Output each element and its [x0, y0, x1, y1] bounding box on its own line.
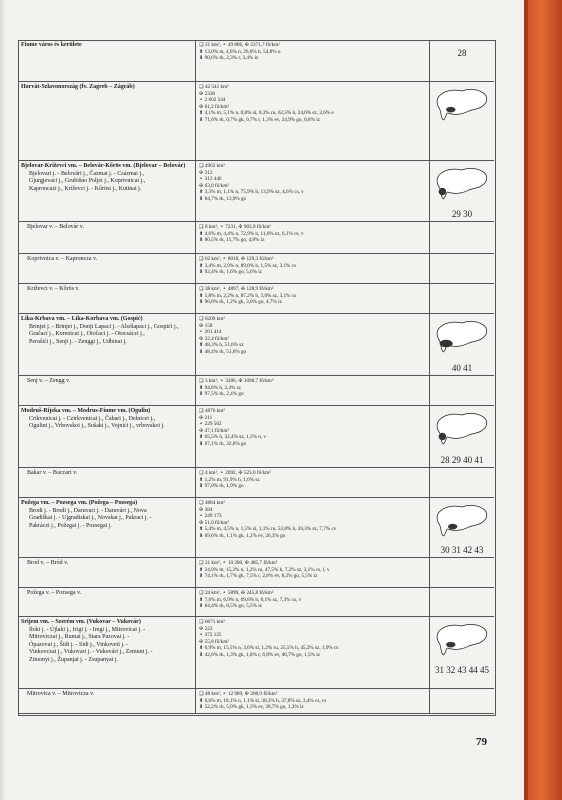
statistic-line: ⬇ 90,6% rk, 2,3% r, 3,4% iz	[199, 55, 259, 62]
statistics-cell	[196, 222, 430, 253]
map-reference-cell	[430, 689, 494, 713]
statistic-line: ✣ 32,4 fő/km²	[199, 335, 229, 342]
district-list-line: Ópazovai j., Šidi j. - Sidi j., Vinkoveti j. -	[29, 641, 129, 648]
statistics-cell	[196, 468, 430, 497]
map-reference-cell	[430, 314, 494, 375]
highlighted-region	[439, 433, 446, 440]
statistic-line: ⬆ 3,3% m, 1,1% n, 75,9% h, 13,9% sz, 4,6% cs, v	[199, 189, 304, 196]
statistic-line: ❑ 42 541 km²	[199, 84, 229, 90]
region-name-cell	[18, 284, 196, 313]
hungary-outline	[437, 505, 487, 536]
table-row	[18, 406, 494, 468]
statistic-line: ⚬ 229 562	[199, 421, 222, 428]
region-name-cell	[18, 588, 196, 616]
page-gutter-shadow	[0, 0, 6, 800]
table-row	[18, 617, 494, 689]
statistic-line: ⬆ 1,8% m, 2,2% n, 87,2% h, 3,0% sz, 3,1% cs	[199, 292, 296, 299]
region-name-cell	[18, 558, 196, 587]
map-page-references: 28	[457, 48, 467, 58]
statistic-line: ⬆ 6,9% m, 15,5% n, 3,6% sl, 1,2% ru, 25,5% h, 45,2% sz, 1,9% cs	[199, 645, 339, 652]
statistic-line: ❑ 24 km², ⚬ 5899, ✣ 245,8 fő/km²	[199, 590, 274, 596]
locator-map-icon	[434, 409, 490, 449]
highlighted-region	[446, 642, 455, 648]
hungary-outline	[437, 89, 487, 120]
statistics-cell	[196, 406, 430, 467]
statistic-line: ✣ 51,0 fő/km²	[199, 519, 229, 526]
statistic-line: ⬆ 94,8% h, 2,4% sz	[199, 384, 241, 391]
statistics-cell	[196, 161, 430, 221]
map-reference-cell	[430, 588, 494, 616]
statistic-line: ❑ 4884 km²	[199, 500, 225, 506]
region-name-cell	[18, 689, 196, 713]
table-row	[18, 314, 494, 376]
highlighted-region	[440, 340, 453, 347]
region-title: Bjelovar-Križevci vm. – Belovár-Kőrös vm. (Bjelovar – Belovár)	[21, 163, 186, 169]
map-reference-cell	[430, 40, 494, 81]
statistics-cell	[196, 82, 430, 160]
statistic-line: ⬇ 67,1% rk, 32,6% go	[199, 440, 247, 447]
statistic-line: ❑ 8 km², ⚬ 7231, ✣ 903,9 fő/km²	[199, 224, 271, 230]
statistic-line: ⬇ 71,6% rk, 0,7% gk, 0,7% r, 1,3% ev, 24,9% go, 0,8% iz	[199, 116, 320, 123]
statistics-cell	[196, 376, 430, 405]
statistic-line: ⬇ 84,4% rk, 8,5% go, 5,5% iz	[199, 603, 262, 610]
region-title: Senj v. – Zengg v.	[27, 378, 71, 384]
region-name-cell	[18, 82, 196, 160]
statistic-line: ❑ 38 km², ⚬ 4897, ✣ 128,9 fő/km²	[199, 286, 274, 292]
region-title: Bakar v. – Buccari v.	[27, 470, 78, 476]
district-list-line: Brodi j. - Brodi j., Daruvari j. - Daruvári j., Nova	[29, 507, 147, 514]
region-name-cell	[18, 617, 196, 688]
highlighted-region	[439, 188, 446, 195]
statistics-cell	[196, 254, 430, 283]
statistic-line: ❑ 4962 km²	[199, 163, 225, 169]
statistic-line: ✣ 312	[199, 169, 213, 176]
statistics-cell	[196, 314, 430, 375]
statistic-line: ⬆ 3,4% m, 2,9% n, 89,0% h, 1,5% sz, 3,1% cs	[199, 262, 296, 269]
region-title: Lika-Krbava vm. – Lika-Korbava vm. (Gospić)	[21, 316, 143, 322]
statistic-line: ⬆ 65,5% h, 32,4% sz, 1,3% n, v	[199, 434, 267, 441]
statistic-line: ✣ 223	[199, 625, 213, 632]
table-row	[18, 40, 494, 82]
locator-map-icon	[434, 501, 490, 541]
region-title: Mitrovica v. – Mitrovicza v.	[27, 691, 95, 697]
statistic-line: ⬇ 92,4% rk, 1,6% go, 5,6% iz	[199, 269, 262, 276]
statistic-line: ⬆ 4,6% m, 4,4% n, 72,9% h, 11,6% sz, 6,1% cs, v	[199, 230, 304, 237]
table-row	[18, 376, 494, 406]
statistic-line: ❑ 21 km², ⚬ 10 200, ✣ 485,7 fő/km²	[199, 560, 278, 566]
statistic-line: ❑ 21 km², ⚬ 49 806, ✣ 2371,7 fő/km²	[199, 42, 280, 48]
map-reference-cell	[430, 498, 494, 557]
region-title: Požega vm. – Pozsega vm. (Požega – Pozsega)	[21, 500, 138, 506]
statistic-line: ⬇ 90,8% rk, 1,2% gk, 3,0% go, 4,7% iz	[199, 299, 282, 306]
map-reference-cell	[430, 284, 494, 313]
locator-map-icon	[434, 85, 490, 125]
district-list-line: Kaproncazi j., Križevci j. - Kőrösi j., Kutinai j.	[29, 185, 142, 192]
map-page-references: 28 29 40 41	[440, 455, 484, 465]
district-list-line: Brinjei j. - Brinjei j., Donji Lapaci j. - Alsólapaci j., Gospići j.,	[29, 323, 179, 330]
statistics-cell	[196, 588, 430, 616]
statistics-cell	[196, 558, 430, 587]
table-row	[18, 82, 494, 161]
statistic-line: ✣ 63,0 fő/km²	[199, 182, 229, 189]
region-title: Brod v. – Bród v.	[27, 560, 69, 566]
region-name-cell	[18, 468, 196, 497]
district-list-line: Iloki j. - Újlaki j., Irigi j. - Iregi j., Mitrovicai j. -	[29, 626, 146, 633]
statistic-line: ✣ 2338	[199, 90, 216, 97]
district-list-line: Gjurgjevaci j., Grubišno Poljei j., Koprivnicai j.,	[29, 178, 146, 185]
region-name-cell	[18, 222, 196, 253]
region-title: Horvát-Szlavonország (fv. Zagreb – Zágráb)	[21, 84, 135, 90]
map-page-references: 40 41	[451, 363, 473, 373]
statistics-cell	[196, 617, 430, 688]
statistic-line: ⬇ 52,2% rk, 5,0% gk, 1,3% ev, 38,7% go, 1,3% iz	[199, 704, 304, 711]
statistic-line: ✣ 61,2 fő/km²	[199, 103, 229, 110]
district-list-line: Vinkovczai j., Vukovari j. - Vukovári j., Zemuni j. -	[29, 649, 153, 656]
map-page-references: 30 31 42 43	[440, 545, 484, 555]
region-name-cell	[18, 406, 196, 467]
map-reference-cell	[430, 254, 494, 283]
table-row	[18, 222, 494, 254]
statistics-cell	[196, 284, 430, 313]
hungary-outline	[437, 624, 487, 655]
statistic-line: ⬇ 42,6% rk, 1,3% gk, 1,8% r, 6,8% ev, 46,7% go, 1,5% iz	[199, 651, 320, 658]
table-row	[18, 284, 494, 314]
map-reference-cell	[430, 376, 494, 405]
map-page-references: 31 32 43 44 45	[435, 665, 489, 675]
locator-map-icon	[434, 317, 490, 357]
map-page-references: 29 30	[451, 209, 473, 219]
statistic-line: ✣ 158	[199, 322, 213, 329]
statistic-line: ⬆ 48,3% h, 51,6% sz	[199, 342, 244, 349]
region-title: Bjelovar v. – Belovár v.	[27, 224, 84, 230]
map-reference-cell	[430, 82, 494, 160]
statistic-line: ❑ 6209 km²	[199, 316, 225, 322]
table-row	[18, 468, 494, 498]
region-name-cell	[18, 314, 196, 375]
statistic-line: ❑ 4 km², ⚬ 2092, ✣ 523,0 fő/km²	[199, 470, 271, 476]
highlighted-region	[448, 524, 457, 530]
district-list-line: Mitroviczai j., Rumai j., Stara Pazovai j. -	[29, 634, 130, 641]
locator-map-icon	[434, 164, 490, 204]
page-number: 79	[476, 736, 487, 748]
region-name-cell	[18, 40, 196, 81]
statistic-line: ❑ 48 km², ⚬ 12 909, ✣ 268,9 fő/km²	[199, 691, 278, 697]
statistic-line: ❑ 62 km², ⚬ 8018, ✣ 129,3 fő/km²	[199, 256, 274, 262]
statistic-line: ⚬ 201 414	[199, 329, 222, 336]
map-reference-cell	[430, 558, 494, 587]
statistic-line: ⬇ 74,1% rk, 1,7% gk, 7,5% r, 2,8% ev, 8,2% go, 5,5% iz	[199, 573, 318, 580]
district-list-line: Pakráczi j., Požegai j. - Pozsegai j.	[29, 522, 112, 529]
table-row	[18, 689, 494, 714]
statistic-line: ⚬ 372 125	[199, 632, 222, 639]
district-list-line: Ogulini j., Vrbovskoi j., Sušaki j., Vojnići j., vrbovskoi j.	[29, 423, 165, 430]
region-title: Koprivnica v. – Kaproncza v.	[27, 256, 98, 262]
region-title: Fiume város és kerülete	[21, 42, 82, 48]
hungary-outline	[437, 321, 487, 352]
statistic-line: ✣ 211	[199, 414, 213, 421]
statistic-line: ⚬ 249 173	[199, 513, 222, 520]
statistic-line: ⬇ 69,6% rk, 1,1% gk, 1,2% ev, 26,3% go	[199, 532, 286, 539]
district-list-line: Gradiškai j. - Ujgradiskai j., Novskai j., Pakraci j. -	[29, 515, 152, 522]
statistic-line: ⬆ 13,0% m, 4,6% n, 26,0% h, 54,8% o	[199, 48, 281, 55]
book-cover-edge	[528, 0, 562, 800]
statistic-line: ✣ 47,1 fő/km²	[199, 427, 229, 434]
statistic-line: ⬇ 84,7% rk, 13,9% go	[199, 195, 247, 202]
district-list-line: Crikvenicai j. - Czirkvenicai j., Čabari j., Delnicei j.,	[29, 415, 156, 422]
highlighted-region	[446, 107, 455, 113]
statistic-line: ⬆ 7,6% m, 6,9% n, 69,8% h, 8,1% sz, 7,3% cs, v	[199, 596, 302, 603]
statistic-line: ⬇ 80,5% rk, 11,7% go, 4,8% iz	[199, 237, 265, 244]
statistic-line: ⬆ 6,6% m, 18,1% n, 1,1% sl, 30,3% h, 37,8% sz, 3,4% cs, cs	[199, 697, 327, 704]
statistic-line: ⬇ 97,0% rk, 1,9% go	[199, 483, 244, 490]
table-row	[18, 254, 494, 284]
region-name-cell	[18, 161, 196, 221]
map-reference-cell	[430, 161, 494, 221]
statistic-line: ⬆ 1,2% m, 91,9% h, 1,6% sz	[199, 476, 260, 483]
region-title: Modruš-Rijeka vm. – Modrus-Fiume vm. (Ogulin)	[21, 408, 151, 414]
region-title: Srijem vm. – Szerém vm. (Vukovar – Vukovár)	[21, 619, 141, 625]
statistic-line: ❑ 3 km², ⚬ 3286, ✣ 1098,7 fő/km²	[199, 378, 274, 384]
table-row	[18, 161, 494, 222]
table-row	[18, 588, 494, 617]
statistic-line: ⚬ 312 446	[199, 176, 222, 183]
map-reference-cell	[430, 222, 494, 253]
statistics-cell	[196, 689, 430, 713]
district-list-line: Gračaci j., Korenicai j., Otočaci j. - Otocsáczi j.,	[29, 331, 145, 338]
district-list-line: Bjelovari j. - Belovári j., Čazmai j. - Csázmai j.,	[29, 170, 145, 177]
statistic-line: ❑ 6671 km²	[199, 619, 225, 625]
statistic-line: ⬇ 48,4% rk, 51,6% go	[199, 348, 247, 355]
table-row	[18, 498, 494, 558]
map-reference-cell	[430, 617, 494, 688]
region-name-cell	[18, 254, 196, 283]
statistics-cell	[196, 498, 430, 557]
region-name-cell	[18, 498, 196, 557]
statistic-line: ⬆ 4,1% m, 5,1% n, 0,8% sl, 0,3% ru, 62,5% h, 24,6% sz, 2,6% e	[199, 110, 334, 117]
map-reference-cell	[430, 468, 494, 497]
region-title: Križevci v. – Kőrös v.	[27, 286, 80, 292]
region-title: Požega v. – Pozsega v.	[27, 590, 82, 596]
region-name-cell	[18, 376, 196, 405]
statistic-line: ✣ 384	[199, 506, 213, 513]
locator-map-icon	[434, 620, 490, 660]
statistics-cell	[196, 40, 430, 81]
statistic-line: ⚬ 2 602 544	[199, 97, 226, 104]
statistic-line: ✣ 55,8 fő/km²	[199, 638, 229, 645]
statistic-line: ⬇ 97,5% rk, 2,4% go	[199, 391, 244, 398]
map-reference-cell	[430, 406, 494, 467]
district-list-line: Perušići j., Senji j. - Zenggi j., Udbinai j.	[29, 338, 127, 345]
statistic-line: ⬆ 5,4% m, 4,5% n, 1,5% sl, 1,1% ru, 53,8% h, 26,3% sz, 7,7% cs	[199, 526, 336, 533]
statistic-line: ❑ 4876 km²	[199, 408, 225, 414]
statistic-line: ⬆ 24,9% m, 15,2% n, 1,2% ru, 47,5% h, 7,2% sz, 3,1% cs, l, v	[199, 566, 330, 573]
table-row	[18, 558, 494, 588]
district-list-line: Zimonyi j., Županjai j. - Zsupanyai j.	[29, 656, 118, 663]
